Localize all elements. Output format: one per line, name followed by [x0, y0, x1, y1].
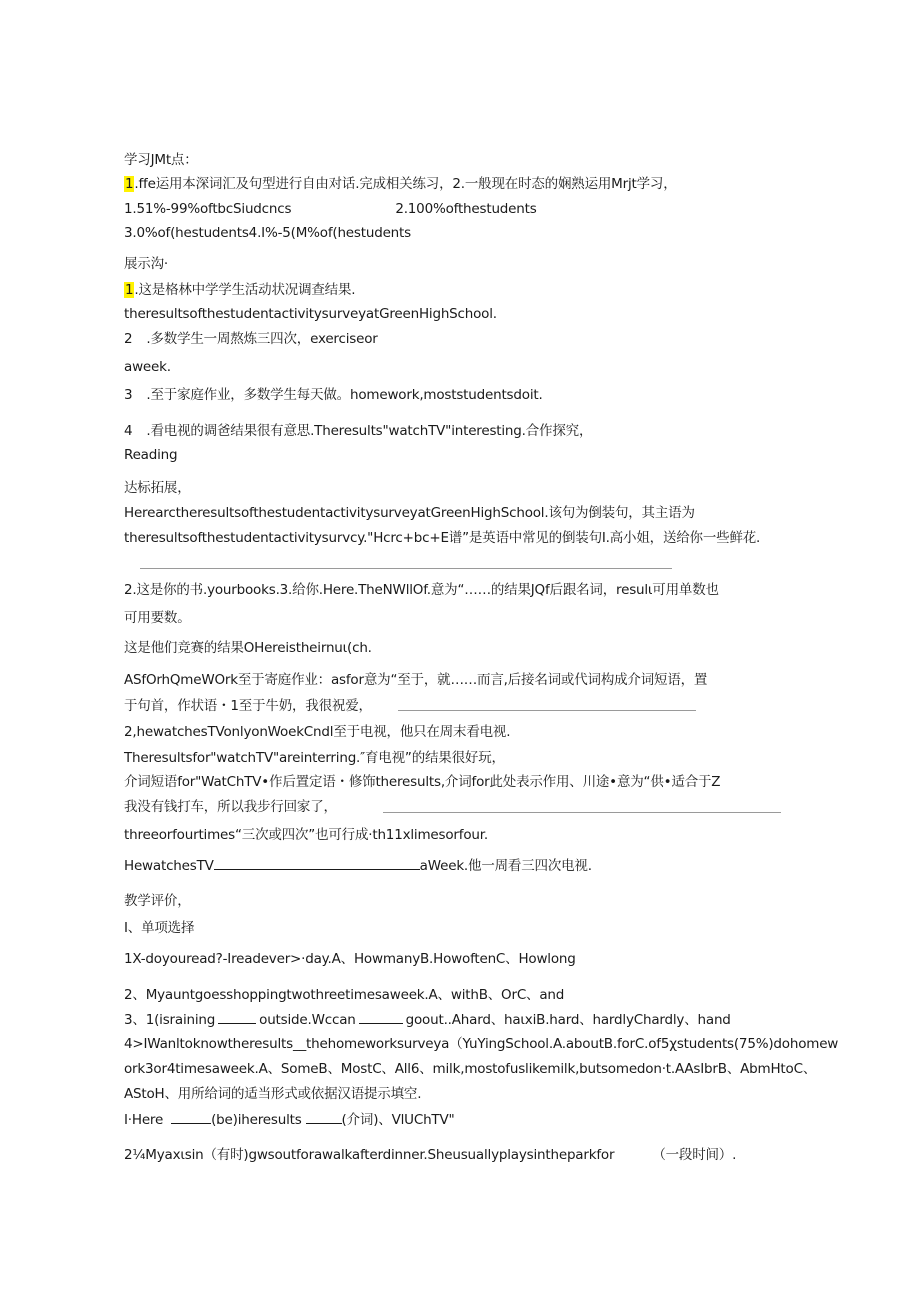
question-4-cont: ork3or4timesaweek.A、SomeB、MostC、All6、milk,mostofuslikemilk,butsomedon·t.AAsIbrB、AbmHtoC、 — [124, 1061, 817, 1077]
question-1: 1X-doyouread?-Ireadever>·day.A、HowmanyB.HowoftenC、Howlong — [124, 951, 576, 967]
fill-question-1 — [124, 1111, 455, 1129]
display-sentence-2-text: .多数学生一周熬炼三四次，exerciseor — [146, 331, 378, 347]
extension-paragraph: 可用要数。 — [124, 610, 191, 626]
extension-paragraph: threeorfourtimes“三次或四次”也可行成·th11xlimesorfour. — [124, 827, 488, 843]
display-sentence-1-english: theresultsofthestudentactivitysurveyatGreenHighSchool. — [124, 306, 497, 322]
extension-heading: 达标拓展， — [124, 480, 191, 496]
sentence-number: 2 — [124, 331, 133, 347]
answer-blank[interactable] — [171, 1111, 211, 1124]
part-1-heading: I、单项选择 — [124, 920, 195, 936]
fill-in-sentence — [124, 857, 592, 875]
fill-question-1-mid: (be)iheresults — [211, 1112, 302, 1128]
question-2: 2、Myauntgoesshoppingtwothreetimesaweek.A、withB、OrC、and — [124, 987, 565, 1003]
sentence-number: 4 — [124, 423, 133, 439]
display-sentence-4 — [124, 422, 592, 440]
evaluation-heading: 教学评价， — [124, 893, 191, 909]
display-sentence-2-cont: aweek. — [124, 359, 171, 375]
sentence-number: 3 — [124, 387, 133, 403]
extension-paragraph: 这是他们竞赛的结果OHereistheirnuι(ch. — [124, 640, 372, 656]
percentage-b: 2.100%ofthestudents — [395, 201, 537, 217]
fill-question-2-end: （一段时间）. — [652, 1147, 737, 1163]
question-3-end: goout..Ahard、haιxiB.hard、hardlyChardly、hand — [405, 1012, 731, 1028]
display-sentence-3-text: .至于家庭作业，多数学生每天做。homework,moststudentsdoit. — [146, 387, 543, 403]
extension-paragraph: Theresultsfor"watchTV"areinterring.″育电视”的结果很好玩， — [124, 750, 505, 766]
question-3-mid: outside.Wccan — [259, 1012, 356, 1028]
extension-paragraph: 于句首，作状语・1至于牛奶，我很祝爱， — [124, 698, 372, 714]
answer-blank[interactable] — [306, 1111, 342, 1124]
fill-question-1-end: (介词)、VlUChTV" — [341, 1112, 455, 1128]
fill-in-sentence-start: HewatchesTV — [124, 858, 214, 874]
question-4-cont: AStoH、用所给词的适当形式或依据汉语提示填空. — [124, 1086, 422, 1102]
display-sentence-2 — [124, 330, 378, 348]
fill-question-2-start: 2¼Myaxιsin（有时)gwsoutforawalkafterdinner.Sheusuallyplaysintheparkfor — [124, 1147, 615, 1163]
answer-blank[interactable] — [359, 1011, 403, 1024]
percentage-line-2: 3.0%of(hestudents4.I%-5(M%of(hestudents — [124, 225, 411, 241]
display-sentence-1 — [124, 281, 355, 299]
question-4: 4>IWanltoknowtheresults__thehomeworksurveya（YuYingSchool.A.aboutB.forC.of5χstudents(75%)dohomew — [124, 1036, 839, 1052]
objective-item-1-text: .ffe运用本深词汇及句型进行自由对话.完成相关练习，2.一般现在时态的娴熟运用Mrjt学习， — [134, 176, 677, 192]
answer-rule — [140, 568, 672, 569]
highlight-number: 1 — [125, 282, 134, 298]
display-sentence-1-text: .这是格林中学学生活动状况调查结果. — [134, 282, 356, 298]
answer-blank[interactable] — [218, 1011, 256, 1024]
extension-paragraph: theresultsofthestudentactivitysurvcy."Hcrc+bc+E谱”是英语中常见的倒装句I.高小姐，送给你一些鲜花. — [124, 530, 761, 546]
percentage-line-1 — [124, 200, 537, 218]
fill-question-1-start: I·Here — [124, 1112, 164, 1128]
extension-paragraph: ASfOrhQmeWOrk至于寄庭作业：asfor意为“至于，就……而言,后接名词或代词构成介词短语，置 — [124, 672, 708, 688]
fill-in-sentence-end: aWeek.他一周看三四次电视. — [419, 858, 592, 874]
display-sentence-3 — [124, 386, 543, 404]
display-heading: 展示沟· — [124, 256, 168, 272]
extension-paragraph: 2.这是你的书.yourbooks.3.给你.Here.TheNWllOf.意为“……的结果JQf后跟名词，resulι可用单数也 — [124, 582, 719, 598]
fill-question-2 — [124, 1146, 736, 1164]
objectives-heading: 学习JMt点： — [124, 152, 198, 168]
extension-paragraph: HerearctheresultsofthestudentactivitysurveyatGreenHighSchool.该句为倒装句，其主语为 — [124, 505, 695, 521]
reading-label: Reading — [124, 447, 178, 463]
extension-paragraph: 介词短语for"WatChTV•作后置定语・修饰theresults,介词for此处表示作用、川途•意为“供•适合于Z — [124, 774, 721, 790]
question-3 — [124, 1011, 731, 1029]
display-sentence-4-text: .看电视的调爸结果很有意思.Theresults"watchTV"interesting.合作探究， — [146, 423, 593, 439]
objective-item-1 — [124, 175, 677, 193]
question-3-start: 3、1(israining — [124, 1012, 216, 1028]
highlight-number: 1 — [125, 176, 134, 192]
percentage-a: 1.51%-99%oftbcSiudcncs — [124, 201, 292, 217]
answer-rule — [383, 812, 781, 813]
answer-rule — [398, 710, 696, 711]
answer-blank[interactable] — [214, 857, 420, 870]
extension-paragraph: 2,hewatchesTVonlyonWoekCndl至于电视，他只在周末看电视. — [124, 724, 511, 740]
extension-paragraph: 我没有钱打车，所以我步行回家了， — [124, 799, 337, 815]
